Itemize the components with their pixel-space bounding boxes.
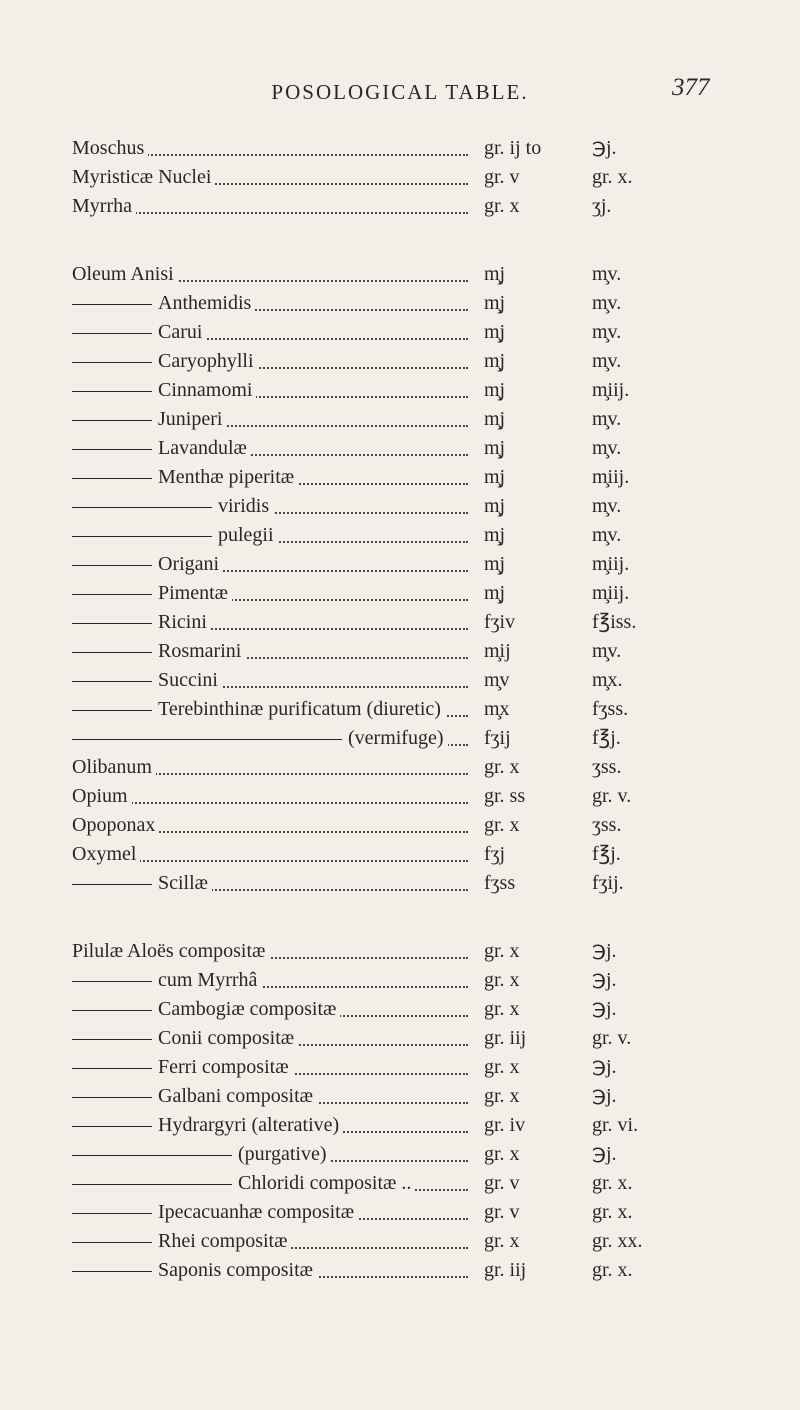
entry-name xyxy=(72,195,136,217)
dose-max: gr. x. xyxy=(592,1259,633,1281)
entry-label-cell xyxy=(72,376,472,405)
entry-label-cell xyxy=(72,1140,472,1169)
dose-min-cell xyxy=(484,463,505,492)
dose-min-cell xyxy=(484,318,505,347)
entry-label: (purgative) xyxy=(238,1143,327,1165)
ditto-dash xyxy=(72,739,342,740)
entry-name xyxy=(72,1201,358,1223)
dose-min-cell xyxy=(484,666,510,695)
dose-min: m̧j xyxy=(484,292,506,314)
entry-name xyxy=(72,640,245,662)
entry-label: Scillæ xyxy=(158,872,209,894)
entry-label-cell xyxy=(72,163,472,192)
entry-label: viridis xyxy=(218,495,270,517)
entry-label: Terebinthinæ purificatum (diuretic) xyxy=(158,698,441,720)
dose-max: m̧iij. xyxy=(592,582,630,604)
dose-max: ℈j. xyxy=(592,137,617,159)
entry-name xyxy=(72,814,159,836)
entry-label: Ricini xyxy=(158,611,207,633)
dose-min: gr. x xyxy=(484,1085,520,1107)
entry-label: Carui xyxy=(158,321,203,343)
entry-name xyxy=(72,1085,317,1107)
dose-max: ℈j. xyxy=(592,1143,617,1165)
entry-name xyxy=(72,321,206,343)
ditto-dash xyxy=(72,1010,152,1011)
entry-name xyxy=(72,998,340,1020)
dose-min: gr. x xyxy=(484,1056,520,1078)
table-row xyxy=(72,192,722,221)
dose-min-cell xyxy=(484,1140,520,1169)
table-row xyxy=(72,1024,722,1053)
dose-min: m̧j xyxy=(484,321,506,343)
dose-max: ℈j. xyxy=(592,1056,617,1078)
dose-min-cell xyxy=(484,753,520,782)
ditto-dash xyxy=(72,391,152,392)
ditto-dash xyxy=(72,1097,152,1098)
table-row xyxy=(72,521,722,550)
entry-label: Galbani compositæ xyxy=(158,1085,313,1107)
dose-min: gr. x xyxy=(484,1230,520,1252)
dose-min-cell xyxy=(484,1227,520,1256)
dose-max: gr. x. xyxy=(592,1172,633,1194)
dose-min: m̧ij xyxy=(484,640,511,662)
entry-label: Hydrargyri (alterative) xyxy=(158,1114,340,1136)
dose-max: gr. x. xyxy=(592,166,633,188)
entry-label-cell xyxy=(72,869,472,898)
table-row xyxy=(72,869,722,898)
ditto-dash xyxy=(72,623,152,624)
entry-label-cell xyxy=(72,811,472,840)
table-row xyxy=(72,937,722,966)
ditto-dash xyxy=(72,1213,152,1214)
table-row xyxy=(72,1053,722,1082)
dose-max: m̧iij. xyxy=(592,379,630,401)
ditto-dash xyxy=(72,333,152,334)
dose-min: gr. x xyxy=(484,969,520,991)
dose-min: gr. x xyxy=(484,814,520,836)
ditto-dash xyxy=(72,681,152,682)
dose-min: m̧j xyxy=(484,553,506,575)
entry-name xyxy=(72,1259,317,1281)
ditto-dash xyxy=(72,362,152,363)
entry-label: Ipecacuanhæ compositæ xyxy=(158,1201,355,1223)
dose-min: fʒij xyxy=(484,727,511,749)
entry-label: Chloridi compositæ .. xyxy=(238,1172,412,1194)
entry-name xyxy=(72,669,222,691)
dose-min-cell xyxy=(484,840,505,869)
entry-name xyxy=(72,408,226,430)
dose-min: fʒss xyxy=(484,872,516,894)
entry-label: Anthemidis xyxy=(158,292,252,314)
dose-min-cell xyxy=(484,995,520,1024)
dose-max: ʒss. xyxy=(592,814,622,836)
ditto-dash xyxy=(72,1242,152,1243)
dose-min: m̧j xyxy=(484,437,506,459)
table-row xyxy=(72,966,722,995)
entry-label: Rosmarini xyxy=(158,640,242,662)
dose-max: fʒss. xyxy=(592,698,629,720)
entry-label-cell xyxy=(72,134,472,163)
dose-min: m̧j xyxy=(484,582,506,604)
entry-name xyxy=(72,1230,291,1252)
table-row xyxy=(72,434,722,463)
entry-label-cell xyxy=(72,405,472,434)
dose-max: f℥j. xyxy=(592,727,621,749)
ditto-dash xyxy=(72,884,152,885)
table-row xyxy=(72,347,722,376)
dose-min: gr. x xyxy=(484,195,520,217)
table-row xyxy=(72,637,722,666)
table-row xyxy=(72,318,722,347)
ditto-dash xyxy=(72,652,152,653)
dose-min-cell xyxy=(484,376,505,405)
dose-max: ℈j. xyxy=(592,940,617,962)
dose-max: f℥j. xyxy=(592,843,621,865)
entry-label-cell xyxy=(72,995,472,1024)
dose-min: m̧j xyxy=(484,350,506,372)
dose-min-cell xyxy=(484,1024,526,1053)
dose-min: m̧j xyxy=(484,408,506,430)
entry-name xyxy=(72,698,445,720)
entry-label: Myrrha xyxy=(72,195,132,217)
entry-label: Origani xyxy=(158,553,220,575)
entry-name xyxy=(72,137,148,159)
dose-max: ℈j. xyxy=(592,998,617,1020)
entry-label: Opoponax xyxy=(72,814,156,836)
table-row xyxy=(72,376,722,405)
entry-label: Cinnamomi xyxy=(158,379,253,401)
entry-label: Saponis compositæ xyxy=(158,1259,314,1281)
entry-label-cell xyxy=(72,966,472,995)
dose-min-cell xyxy=(484,966,520,995)
table-row xyxy=(72,1140,722,1169)
dose-min: gr. x xyxy=(484,1143,520,1165)
entry-label-cell xyxy=(72,753,472,782)
dose-min-cell xyxy=(484,869,515,898)
entry-label: Moschus xyxy=(72,137,145,159)
dose-min-cell xyxy=(484,521,505,550)
table-row xyxy=(72,782,722,811)
table-row xyxy=(72,1227,722,1256)
dose-min-cell xyxy=(484,1169,520,1198)
entry-label-cell xyxy=(72,637,472,666)
dose-max: m̧v. xyxy=(592,437,622,459)
dose-min-cell xyxy=(484,405,505,434)
table-row xyxy=(72,260,722,289)
table-row xyxy=(72,492,722,521)
entry-label: Olibanum xyxy=(72,756,152,778)
ditto-dash xyxy=(72,594,152,595)
entry-name xyxy=(72,940,269,962)
ditto-dash xyxy=(72,449,152,450)
ditto-dash xyxy=(72,536,212,537)
entry-label: Myristicæ Nuclei xyxy=(72,166,212,188)
dose-min: gr. v xyxy=(484,1201,520,1223)
entry-label-cell xyxy=(72,666,472,695)
ditto-dash xyxy=(72,1271,152,1272)
dose-max: gr. v. xyxy=(592,1027,632,1049)
dose-max: m̧v. xyxy=(592,321,622,343)
entry-label: Ferri compositæ xyxy=(158,1056,289,1078)
table-row xyxy=(72,550,722,579)
entry-name xyxy=(72,379,256,401)
table-row xyxy=(72,289,722,318)
entry-label: Menthæ piperitæ xyxy=(158,466,295,488)
entry-name xyxy=(72,437,251,459)
dose-min: gr. ss xyxy=(484,785,526,807)
entry-label-cell xyxy=(72,318,472,347)
entry-label: Lavandulæ xyxy=(158,437,247,459)
entry-label: Caryophylli xyxy=(158,350,254,372)
table-row xyxy=(72,1082,722,1111)
table-row xyxy=(72,1198,722,1227)
dose-max: m̧iij. xyxy=(592,466,630,488)
entry-label-cell xyxy=(72,724,472,753)
running-head: POSOLOGICAL TABLE. xyxy=(271,80,529,104)
entry-label: (vermifuge) xyxy=(348,727,444,749)
entry-name xyxy=(72,969,261,991)
entry-label-cell xyxy=(72,1024,472,1053)
dose-min: fʒj xyxy=(484,843,506,865)
dose-max: m̧v. xyxy=(592,292,622,314)
dose-min: m̧j xyxy=(484,466,506,488)
entry-label-cell xyxy=(72,192,472,221)
table-row xyxy=(72,405,722,434)
table-row xyxy=(72,753,722,782)
entry-label: Oleum Anisi xyxy=(72,263,174,285)
dose-max: m̧x. xyxy=(592,669,623,691)
entry-label-cell xyxy=(72,550,472,579)
entry-name xyxy=(72,1114,343,1136)
dose-min: fʒiv xyxy=(484,611,516,633)
entry-name xyxy=(72,1143,331,1165)
dose-min: gr. iij xyxy=(484,1259,527,1281)
dose-min-cell xyxy=(484,608,515,637)
entry-name xyxy=(72,1027,298,1049)
entry-name xyxy=(72,582,232,604)
dose-min: m̧x xyxy=(484,698,510,720)
table-row xyxy=(72,1169,722,1198)
table-row xyxy=(72,995,722,1024)
entry-label-cell xyxy=(72,579,472,608)
dose-min-cell xyxy=(484,579,505,608)
entry-name xyxy=(72,727,448,749)
dose-max: fʒij. xyxy=(592,872,624,894)
entry-label-cell xyxy=(72,608,472,637)
dose-min-cell xyxy=(484,695,510,724)
dose-min-cell xyxy=(484,811,520,840)
dose-max: gr. vi. xyxy=(592,1114,639,1136)
ditto-dash xyxy=(72,478,152,479)
entry-label-cell xyxy=(72,521,472,550)
dose-max: m̧v. xyxy=(592,524,622,546)
entry-label-cell xyxy=(72,1169,472,1198)
dose-max: m̧v. xyxy=(592,350,622,372)
ditto-dash xyxy=(72,710,152,711)
entry-label: Juniperi xyxy=(158,408,223,430)
dose-min-cell xyxy=(484,347,505,376)
ditto-dash xyxy=(72,981,152,982)
entry-label-cell xyxy=(72,492,472,521)
table-row xyxy=(72,666,722,695)
entry-name xyxy=(72,1172,415,1194)
dose-min: m̧j xyxy=(484,263,506,285)
dose-min: gr. x xyxy=(484,756,520,778)
dose-min-cell xyxy=(484,937,520,966)
entry-label: Cambogiæ compositæ xyxy=(158,998,337,1020)
dose-min: gr. iij xyxy=(484,1027,527,1049)
dose-min-cell xyxy=(484,637,511,666)
dosage-table xyxy=(72,134,722,1285)
dose-max: ʒss. xyxy=(592,756,622,778)
table-row xyxy=(72,608,722,637)
dose-max: ʒj. xyxy=(592,195,612,217)
dose-min-cell xyxy=(484,1256,526,1285)
entry-label: Opium xyxy=(72,785,128,807)
table-row xyxy=(72,463,722,492)
dose-min-cell xyxy=(484,782,525,811)
page-number: 377 xyxy=(672,74,710,101)
entry-label-cell xyxy=(72,1053,472,1082)
dose-max: gr. xx. xyxy=(592,1230,643,1252)
table-row xyxy=(72,1111,722,1140)
ditto-dash xyxy=(72,304,152,305)
dose-max: f℥iss. xyxy=(592,611,637,633)
entry-label-cell xyxy=(72,347,472,376)
ditto-dash xyxy=(72,1039,152,1040)
entry-label-cell xyxy=(72,1227,472,1256)
entry-label-cell xyxy=(72,1082,472,1111)
ditto-dash xyxy=(72,420,152,421)
entry-label-cell xyxy=(72,1256,472,1285)
entry-label: pulegii xyxy=(218,524,274,546)
dose-min-cell xyxy=(484,289,505,318)
table-row xyxy=(72,695,722,724)
entry-name xyxy=(72,843,140,865)
entry-name xyxy=(72,166,215,188)
entry-name xyxy=(72,872,212,894)
entry-label: Pilulæ Aloës compositæ xyxy=(72,940,266,962)
dose-max: m̧v. xyxy=(592,495,622,517)
dose-min: gr. v xyxy=(484,1172,520,1194)
dose-max: gr. v. xyxy=(592,785,632,807)
entry-name xyxy=(72,785,132,807)
dose-min-cell xyxy=(484,550,505,579)
entry-label-cell xyxy=(72,1198,472,1227)
ditto-dash xyxy=(72,1126,152,1127)
dose-min: gr. v xyxy=(484,166,520,188)
entry-name xyxy=(72,553,223,575)
dose-min-cell xyxy=(484,1111,525,1140)
entry-label-cell xyxy=(72,1111,472,1140)
entry-name xyxy=(72,524,278,546)
entry-label-cell xyxy=(72,463,472,492)
entry-label-cell xyxy=(72,782,472,811)
dose-min-cell xyxy=(484,434,505,463)
table-row xyxy=(72,1256,722,1285)
ditto-dash xyxy=(72,1184,232,1185)
entry-name xyxy=(72,1056,293,1078)
ditto-dash xyxy=(72,507,212,508)
dose-min-cell xyxy=(484,1198,520,1227)
dose-max: m̧iij. xyxy=(592,553,630,575)
dose-min: m̧j xyxy=(484,379,506,401)
dose-min: gr. ij xyxy=(484,137,521,159)
range-connector: to xyxy=(525,137,542,159)
entry-label: Rhei compositæ xyxy=(158,1230,288,1252)
entry-name xyxy=(72,611,211,633)
table-row xyxy=(72,579,722,608)
dose-min-cell xyxy=(484,724,511,753)
dose-min-cell xyxy=(484,1053,520,1082)
ditto-dash xyxy=(72,1068,152,1069)
table-row xyxy=(72,811,722,840)
entry-name xyxy=(72,350,258,372)
table-row xyxy=(72,724,722,753)
entry-name xyxy=(72,756,156,778)
entry-label: Conii compositæ xyxy=(158,1027,295,1049)
dose-min: gr. x xyxy=(484,940,520,962)
entry-name xyxy=(72,292,255,314)
entry-label-cell xyxy=(72,695,472,724)
dose-min-cell xyxy=(484,192,520,221)
table-row xyxy=(72,163,722,192)
entry-label: Oxymel xyxy=(72,843,137,865)
entry-name xyxy=(72,466,298,488)
entry-label-cell xyxy=(72,937,472,966)
dose-min: gr. x xyxy=(484,998,520,1020)
dose-max: gr. x. xyxy=(592,1201,633,1223)
dose-min-cell xyxy=(484,134,546,163)
dose-max: ℈j. xyxy=(592,1085,617,1107)
entry-label-cell xyxy=(72,434,472,463)
entry-label: Pimentæ xyxy=(158,582,229,604)
entry-label: cum Myrrhâ xyxy=(158,969,258,991)
dose-max: m̧v. xyxy=(592,640,622,662)
dose-min-cell xyxy=(484,260,505,289)
entry-label-cell xyxy=(72,260,472,289)
dose-min-cell xyxy=(484,1082,520,1111)
entry-name xyxy=(72,263,178,285)
entry-name xyxy=(72,495,273,517)
ditto-dash xyxy=(72,1155,232,1156)
dose-max: ℈j. xyxy=(592,969,617,991)
entry-label-cell xyxy=(72,840,472,869)
dose-max: m̧v. xyxy=(592,263,622,285)
ditto-dash xyxy=(72,565,152,566)
entry-label-cell xyxy=(72,289,472,318)
dose-max: m̧v. xyxy=(592,408,622,430)
dose-min-cell xyxy=(484,163,520,192)
entry-label: Succini xyxy=(158,669,218,691)
dose-min: gr. iv xyxy=(484,1114,526,1136)
dose-min: m̧v xyxy=(484,669,510,691)
table-row xyxy=(72,134,722,163)
dose-min: m̧j xyxy=(484,495,506,517)
dose-min: m̧j xyxy=(484,524,506,546)
table-row xyxy=(72,840,722,869)
dose-min-cell xyxy=(484,492,505,521)
